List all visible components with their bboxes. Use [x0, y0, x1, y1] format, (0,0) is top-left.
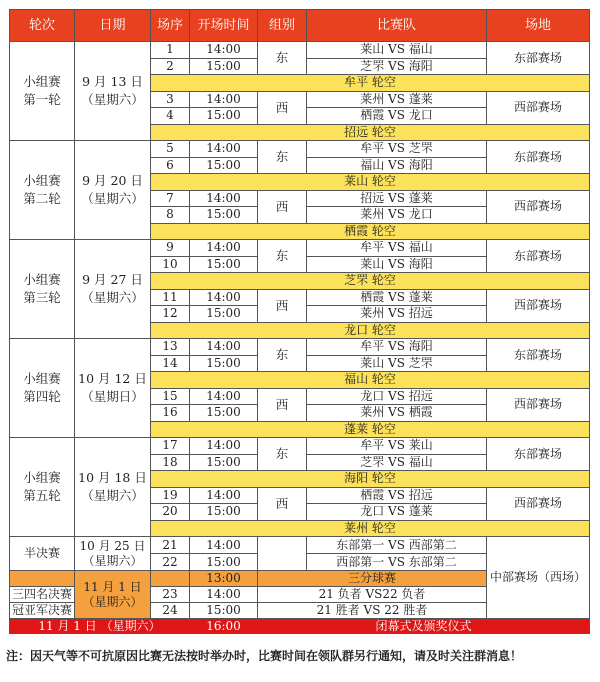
bye-east: 海阳 轮空	[151, 471, 590, 488]
group-east: 东	[258, 141, 307, 174]
match-teams: 21 负者 VS22 负者	[258, 587, 487, 603]
round-name: 小组赛 第四轮	[10, 339, 75, 438]
venue-east: 东部赛场	[487, 240, 590, 273]
match-time: 14:00	[190, 92, 258, 109]
group-east: 东	[258, 42, 307, 75]
venue-central: 中部赛场（西场）	[487, 537, 590, 619]
match-time: 15:00	[190, 554, 258, 571]
match-number: 13	[151, 339, 190, 356]
round-name: 小组赛 第一轮	[10, 42, 75, 141]
bye-east: 福山 轮空	[151, 372, 590, 389]
match-number: 2	[151, 59, 190, 76]
header-date: 日期	[75, 10, 151, 42]
match-number: 4	[151, 108, 190, 125]
match-number: 3	[151, 92, 190, 109]
group-west: 西	[258, 191, 307, 224]
match-number: 1	[151, 42, 190, 59]
bye-west: 栖霞 轮空	[151, 224, 590, 241]
closing-date: 11 月 1 日 （星期六）	[10, 619, 190, 634]
semi-name: 半决赛	[10, 537, 75, 571]
match-number: 21	[151, 537, 190, 554]
venue-west: 西部赛场	[487, 92, 590, 125]
bye-west: 蓬莱 轮空	[151, 422, 590, 439]
match-number: 19	[151, 488, 190, 505]
semi-group-blank	[258, 537, 307, 571]
group-east: 东	[258, 240, 307, 273]
match-time: 14:00	[190, 488, 258, 505]
match-time: 15:00	[190, 306, 258, 323]
match-number: 20	[151, 504, 190, 521]
match-time: 15:00	[190, 455, 258, 472]
round-date: 9 月 20 日 （星期六）	[75, 141, 151, 240]
match-time: 15:00	[190, 405, 258, 422]
match-number: 12	[151, 306, 190, 323]
match-teams: 栖霞 VS 龙口	[307, 108, 487, 125]
group-west: 西	[258, 488, 307, 521]
venue-east: 东部赛场	[487, 42, 590, 75]
match-teams: 21 胜者 VS 22 胜者	[258, 603, 487, 619]
match-teams: 东部第一 VS 西部第二	[307, 537, 487, 554]
match-time: 14:00	[190, 191, 258, 208]
match-time: 14:00	[190, 290, 258, 307]
venue-west: 西部赛场	[487, 290, 590, 323]
match-teams: 西部第一 VS 东部第二	[307, 554, 487, 571]
match-teams: 栖霞 VS 招远	[307, 488, 487, 505]
match-time: 14:00	[190, 587, 258, 603]
bye-east: 牟平 轮空	[151, 75, 590, 92]
match-time: 15:00	[190, 59, 258, 76]
group-east: 东	[258, 339, 307, 372]
match-teams: 福山 VS 海阳	[307, 158, 487, 175]
header-round: 轮次	[10, 10, 75, 42]
match-number: 6	[151, 158, 190, 175]
three-point-contest: 三分球赛	[258, 571, 487, 587]
finals-spacer	[10, 571, 75, 587]
match-teams: 牟平 VS 福山	[307, 240, 487, 257]
header-group: 组别	[258, 10, 307, 42]
bye-east: 芝罘 轮空	[151, 273, 590, 290]
group-west: 西	[258, 92, 307, 125]
round-name: 小组赛 第五轮	[10, 438, 75, 537]
match-teams: 牟平 VS 海阳	[307, 339, 487, 356]
match-number: 17	[151, 438, 190, 455]
match-number: 10	[151, 257, 190, 274]
match-teams: 牟平 VS 莱山	[307, 438, 487, 455]
closing-time: 16:00	[190, 619, 258, 634]
match-number: 23	[151, 587, 190, 603]
group-east: 东	[258, 438, 307, 471]
round-date: 9 月 27 日 （星期六）	[75, 240, 151, 339]
round-date: 10 月 18 日 （星期六）	[75, 438, 151, 537]
match-number: 24	[151, 603, 190, 619]
round-name: 小组赛 第二轮	[10, 141, 75, 240]
match-teams: 莱州 VS 蓬莱	[307, 92, 487, 109]
round-date: 10 月 12 日 （星期日）	[75, 339, 151, 438]
venue-east: 东部赛场	[487, 438, 590, 471]
match-number: 14	[151, 356, 190, 373]
match-time: 15:00	[190, 207, 258, 224]
venue-east: 东部赛场	[487, 141, 590, 174]
closing-ceremony: 闭幕式及颁奖仪式	[258, 619, 590, 634]
match-teams: 龙口 VS 招远	[307, 389, 487, 406]
match-time: 14:00	[190, 141, 258, 158]
match-time: 14:00	[190, 240, 258, 257]
match-teams: 栖霞 VS 蓬莱	[307, 290, 487, 307]
match-teams: 牟平 VS 芝罘	[307, 141, 487, 158]
venue-west: 西部赛场	[487, 191, 590, 224]
group-west: 西	[258, 290, 307, 323]
round-name: 小组赛 第三轮	[10, 240, 75, 339]
match-number: 15	[151, 389, 190, 406]
round-date: 9 月 13 日 （星期六）	[75, 42, 151, 141]
match-number: 9	[151, 240, 190, 257]
venue-west: 西部赛场	[487, 488, 590, 521]
championship-final-name: 冠亚军决赛	[10, 603, 75, 619]
header-start-time: 开场时间	[190, 10, 258, 42]
match-number: 18	[151, 455, 190, 472]
bye-west: 龙口 轮空	[151, 323, 590, 340]
finals-date: 11 月 1 日 （星期六）	[75, 571, 151, 619]
match-teams: 莱州 VS 招远	[307, 306, 487, 323]
match-time: 15:00	[190, 603, 258, 619]
match-number: 7	[151, 191, 190, 208]
match-number: 5	[151, 141, 190, 158]
match-time: 15:00	[190, 158, 258, 175]
match-teams: 芝罘 VS 海阳	[307, 59, 487, 76]
match-teams: 莱州 VS 龙口	[307, 207, 487, 224]
match-time: 14:00	[190, 438, 258, 455]
match-teams: 龙口 VS 蓬莱	[307, 504, 487, 521]
match-teams: 莱州 VS 栖霞	[307, 405, 487, 422]
match-time: 15:00	[190, 504, 258, 521]
match-time: 14:00	[190, 42, 258, 59]
match-teams: 莱山 VS 福山	[307, 42, 487, 59]
header-teams: 比赛队	[307, 10, 487, 42]
event-blank	[151, 571, 190, 587]
third-place-final-name: 三四名决赛	[10, 587, 75, 603]
match-time: 14:00	[190, 537, 258, 554]
bye-west: 莱州 轮空	[151, 521, 590, 538]
bye-west: 招远 轮空	[151, 125, 590, 142]
match-time: 14:00	[190, 339, 258, 356]
match-teams: 莱山 VS 海阳	[307, 257, 487, 274]
match-number: 8	[151, 207, 190, 224]
match-number: 11	[151, 290, 190, 307]
match-time: 15:00	[190, 257, 258, 274]
header-venue: 场地	[487, 10, 590, 42]
semi-date: 10 月 25 日 （星期六）	[75, 537, 151, 571]
match-time: 15:00	[190, 108, 258, 125]
event-time: 13:00	[190, 571, 258, 587]
venue-east: 东部赛场	[487, 339, 590, 372]
footnote: 注：因天气等不可抗原因比赛无法按时举办时，比赛时间在领队群另行通知，请及时关注群消息！	[6, 649, 523, 663]
group-west: 西	[258, 389, 307, 422]
venue-west: 西部赛场	[487, 389, 590, 422]
match-teams: 莱山 VS 芝罘	[307, 356, 487, 373]
match-number: 22	[151, 554, 190, 571]
match-time: 14:00	[190, 389, 258, 406]
match-number: 16	[151, 405, 190, 422]
header-match-no: 场序	[151, 10, 190, 42]
match-teams: 招远 VS 蓬莱	[307, 191, 487, 208]
bye-east: 莱山 轮空	[151, 174, 590, 191]
match-teams: 芝罘 VS 福山	[307, 455, 487, 472]
match-time: 15:00	[190, 356, 258, 373]
